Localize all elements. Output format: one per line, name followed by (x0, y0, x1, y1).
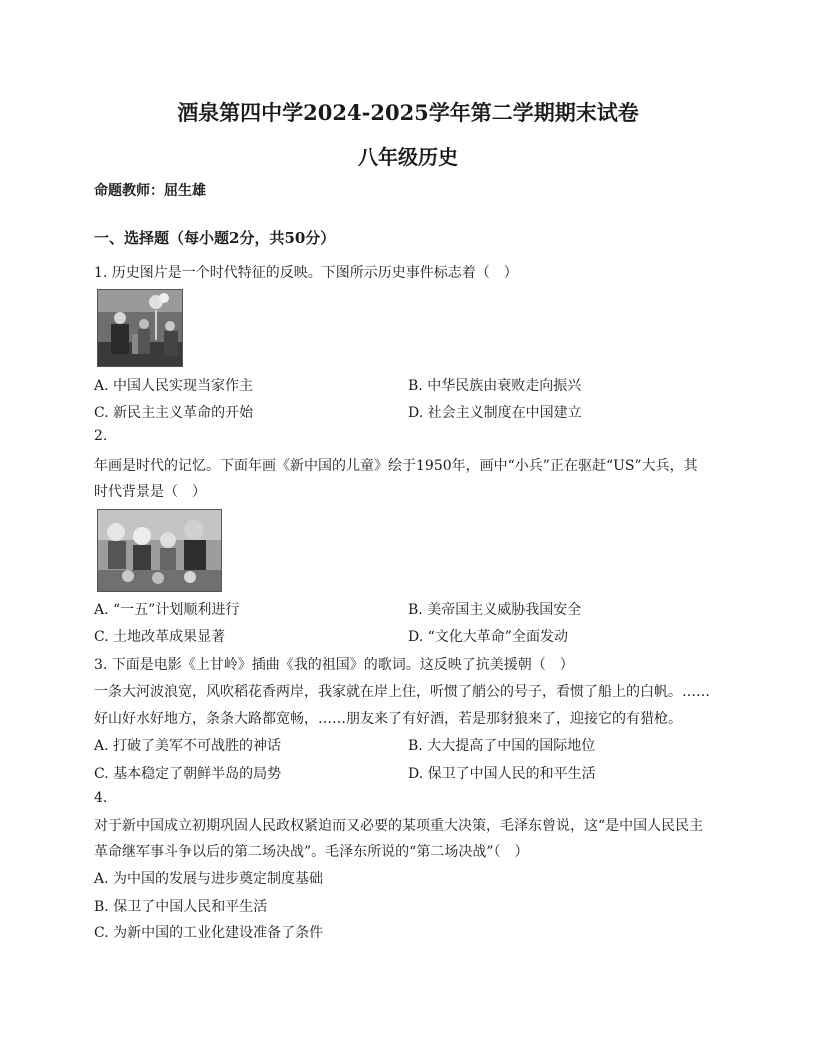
q1-option-d: D. 社会主义制度在中国建立 (408, 405, 582, 421)
q3-option-c: C. 基本稳定了朝鲜半岛的局势 (94, 766, 282, 782)
q1-option-b: B. 中华民族由衰败走向振兴 (408, 378, 582, 394)
q2-option-d: D. “文化大革命”全面发动 (408, 629, 568, 645)
new-china-children-painting (97, 509, 222, 592)
q3-option-b: B. 大大提高了中国的国际地位 (408, 738, 596, 754)
q4-stem-line1: 对于新中国成立初期巩固人民政权紧迫而又必要的某项重大决策，毛泽东曾说，这“是中国人民民主 (94, 818, 704, 834)
q1-option-a: A. 中国人民实现当家作主 (94, 378, 254, 394)
author-line: 命题教师：屈生雄 (94, 183, 206, 199)
q3-lyric-line2: 好山好水好地方，条条大路都宽畅，……朋友来了有好酒，若是那豺狼来了，迎接它的有猎枪。 (94, 711, 682, 727)
q3-lyric-line1: 一条大河波浪宽，风吹稻花香两岸，我家就在岸上住，听惯了艄公的号子，看惯了船上的白帆。…… (94, 684, 710, 700)
q4-option-c: C. 为新中国的工业化建设准备了条件 (94, 925, 324, 941)
exam-title: 酒泉第四中学2024-2025学年第二学期期末试卷 (177, 100, 639, 125)
q2-option-b: B. 美帝国主义威胁我国安全 (408, 602, 582, 618)
q4-number: 4. (94, 790, 108, 806)
q2-option-a: A. “一五”计划顺利进行 (94, 602, 240, 618)
q3-option-d: D. 保卫了中国人民的和平生活 (408, 766, 596, 782)
q1-option-c: C. 新民主主义革命的开始 (94, 405, 254, 421)
founding-ceremony-photo (97, 289, 183, 367)
q4-stem-line2: 革命继军事斗争以后的第二场决战”。毛泽东所说的“第二场决战”（ ） (94, 844, 529, 860)
q2-stem-line1: 年画是时代的记忆。下面年画《新中国的儿童》绘于1950年，画中“小兵”正在驱赶“US”大兵，其 (94, 458, 698, 474)
q3-stem: 3. 下面是电影《上甘岭》插曲《我的祖国》的歌词。这反映了抗美援朝（ ） (94, 657, 574, 673)
q3-option-a: A. 打破了美军不可战胜的神话 (94, 738, 282, 754)
section-heading: 一、选择题（每小题2分，共50分） (94, 229, 336, 247)
q4-option-b: B. 保卫了中国人民和平生活 (94, 899, 268, 915)
q1-stem: 1. 历史图片是一个时代特征的反映。下图所示历史事件标志着（ ） (94, 265, 518, 281)
exam-subtitle: 八年级历史 (358, 145, 458, 169)
q4-option-a: A. 为中国的发展与进步奠定制度基础 (94, 871, 324, 887)
q2-stem-line2: 时代背景是（ ） (94, 484, 206, 500)
q2-option-c: C. 土地改革成果显著 (94, 629, 226, 645)
q2-number: 2. (94, 428, 108, 444)
